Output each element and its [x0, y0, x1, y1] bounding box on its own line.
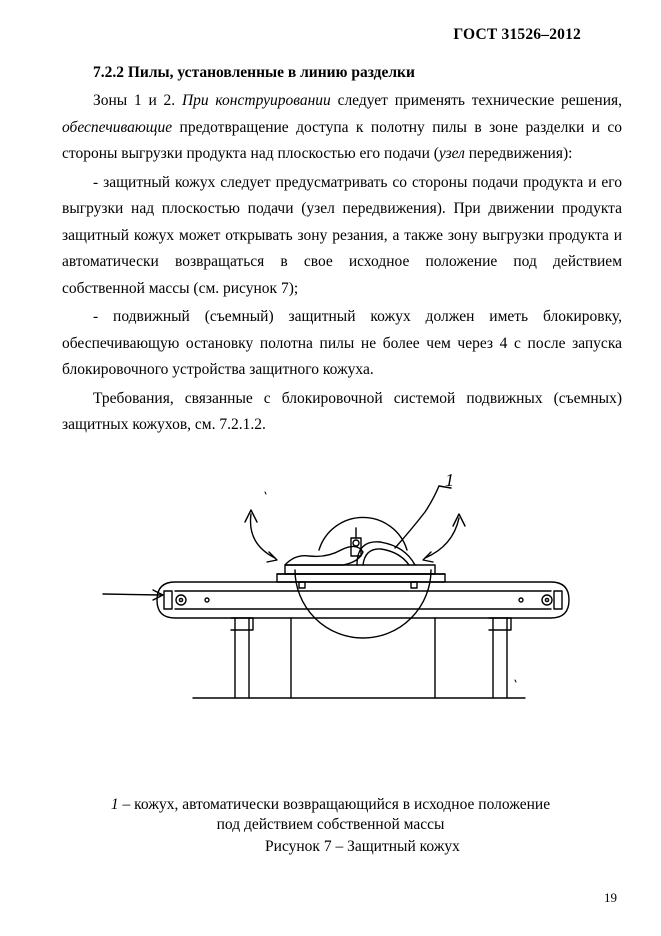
conveyor-belt	[157, 582, 569, 618]
paragraph-text: предотвращение доступа к полотну пилы в зоне разделки и со стороны выгрузки продукта над плоскостью его подачи (	[62, 118, 622, 162]
document-code: ГОСТ 31526–2012	[453, 26, 581, 43]
legend-number: 1	[110, 796, 119, 813]
paragraph-reference: Требования, связанные с блокировочной системой подвижных (съемных) защитных кожухов, см. 7.2.1.2.	[62, 389, 622, 433]
paragraph-zones	[62, 88, 622, 168]
rotation-arrow-left	[245, 510, 277, 562]
paragraph-text: следует применять технические решения,	[330, 92, 622, 109]
paragraph-italic-text: При конструировании	[181, 92, 331, 109]
legend-text: – кожух, автоматически возвращающийся в исходное положение	[118, 796, 551, 813]
paragraph-text: Зоны 1 и 2.	[93, 92, 182, 109]
figure-caption: Рисунок 7 – Защитный кожух	[265, 838, 460, 855]
rotation-arrow-right	[423, 514, 465, 562]
body-text	[62, 88, 622, 441]
saw-guard-drawing	[95, 470, 615, 730]
safety-guard	[351, 486, 451, 565]
paragraph-guard-requirement: - защитный кожух следует предусматривать со стороны подачи продукта и его выгрузки над плоскостью подачи (узел передвижения). При движении продукта защитный кожух может открывать зону резания, а также зону выгрузки продукта и автоматически возвращаться в свое исходное положение под действием собственной массы (см. рисунок 7);	[62, 173, 622, 297]
section-title: 7.2.2 Пилы, установленные в линию разделки	[93, 64, 415, 81]
callout-label: 1	[445, 470, 454, 490]
paragraph-interlock-requirement: - подвижный (съемный) защитный кожух должен иметь блокировку, обеспечивающую остановку полотна пилы не более чем через 4 с после запуска блокировочного устройства защитного кожуха.	[62, 308, 622, 378]
saw-blade	[295, 517, 431, 638]
feed-table	[277, 565, 445, 588]
figure-legend-line1	[0, 795, 661, 814]
page-number: 19	[604, 890, 617, 905]
paragraph-italic-text: обеспечивающие	[62, 118, 173, 136]
paragraph-italic-text: узел	[438, 145, 465, 162]
feed-arrow	[103, 590, 163, 600]
figure-legend-line2: под действием собственной массы	[216, 816, 445, 833]
table-legs	[193, 618, 525, 698]
paragraph-text: передвижения):	[464, 145, 573, 162]
drawing-specks	[265, 492, 516, 682]
